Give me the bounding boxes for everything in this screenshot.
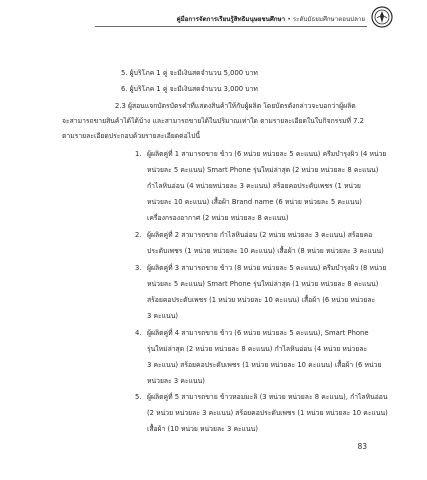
header-text (176, 14, 365, 24)
page-header (0, 0, 427, 28)
intro-item: 5. ผู้บริโภค 1 คู่ จะมีเงินสดจำนวน 5,000 บาท (121, 69, 258, 77)
list-item-line: รุ่นใหม่ล่าสุด (2 หน่วย หน่วยละ 8 คะแนน) กำไลหินอ่อน (4 หน่วย หน่วยละ (147, 345, 368, 353)
list-item-number: 5. (135, 393, 142, 401)
list-item-number: 1. (135, 150, 142, 158)
paragraph-line: จะสามารถขายสินค้าได้ได้บ้าง และสามารถขายได้ในปริมาณเท่าใด ตามรายละเอียดในใบกิจกรรมที่ 7.2 (62, 117, 364, 125)
intro-item: 6. ผู้บริโภค 1 คู่ จะมีเงินสดจำนวน 3,000 บาท (121, 85, 258, 93)
emblem-seal-icon (371, 6, 393, 28)
list-item-line: หน่วยละ 5 คะแนน) Smart Phone รุ่นใหม่ล่าสุด (1 หน่วย หน่วยละ 8 คะแนน) (147, 280, 379, 288)
header-subtitle: • ระดับมัธยมศึกษาตอนปลาย (287, 16, 365, 23)
list-item-line: ผู้ผลิตคู่ที่ 5 สามารถขาย ข้าวหอมมะลิ (3 หน่วย หน่วยละ 8 คะแนน), กำไลหินอ่อน (147, 393, 388, 401)
list-item-line: หน่วยละ 3 คะแนน) (147, 377, 205, 385)
list-item-number: 4. (135, 329, 142, 337)
paragraph-line: 2.3 ผู้สอนแจกบัตรบัตรคำที่แสดงสินค้าให้กับผู้ผลิต โดยบัตรดังกล่าวจะบอกว่าผู้ผลิต (115, 102, 356, 110)
list-item-number: 2. (135, 231, 142, 239)
list-item-line: ประดับเพชร (1 หน่วย หน่วยละ 10 คะแนน) เสื้อผ้า (8 หน่วย หน่วยละ 3 คะแนน) (147, 247, 384, 255)
list-item-line: ผู้ผลิตคู่ที่ 4 สามารถขาย ข้าว (6 หน่วย หน่วยละ 5 คะแนน), Smart Phone (147, 329, 369, 337)
list-item-line: สร้อยคอประดับเพชร (1 หน่วย หน่วยละ 10 คะแนน) เสื้อผ้า (6 หน่วย หน่วยละ (147, 296, 376, 304)
list-item-line: (2 หน่วย หน่วยละ 3 คะแนน) สร้อยคอประดับเพชร (1 หน่วย หน่วยละ 10 คะแนน) (147, 409, 388, 417)
list-item-line: เสื้อผ้า (10 หน่วย หน่วยละ 3 คะแนน) (147, 425, 258, 433)
list-item-line: ผู้ผลิตคู่ที่ 1 สามารถขาย ข้าว (6 หน่วย หน่วยละ 5 คะแนน) ครีมบำรุงผิว (4 หน่วย (147, 150, 387, 158)
header-title: คู่มือการจัดการเรียนรู้สิทธิมนุษยชนศึกษา (176, 16, 286, 23)
list-item-line: หน่วยละ 10 คะแนน) เสื้อผ้า Brand name (6 หน่วย หน่วยละ 5 คะแนน) (147, 198, 362, 206)
list-item-line: 3 คะแนน) สร้อยคอประดับเพชร (1 หน่วย หน่วยละ 10 คะแนน) เสื้อผ้า (6 หน่วย (147, 361, 382, 369)
list-item-line: 3 คะแนน) (147, 312, 179, 320)
list-item-line: ผู้ผลิตคู่ที่ 2 สามารถขาย กำไลหินอ่อน (2 หน่วย หน่วยละ 3 คะแนน) สร้อยคอ (147, 231, 373, 239)
list-item-line: หน่วยละ 5 คะแนน) Smart Phone รุ่นใหม่ล่าสุด (2 หน่วย หน่วยละ 8 คะแนน) (147, 166, 379, 174)
list-item-line: ผู้ผลิตคู่ที่ 3 สามารถขาย ข้าว (8 หน่วย หน่วยละ 5 คะแนน) ครีมบำรุงผิว (8 หน่วย (147, 264, 387, 272)
list-item-line: กำไลหินอ่อน (4 หน่วยหน่วยละ 3 คะแนน) สร้อยคอประดับเพชร (1 หน่วย (147, 182, 361, 190)
list-item-line: เครื่องกรองอากาศ (2 หน่วย หน่วยละ 8 คะแนน) (147, 214, 289, 222)
page-number: 83 (357, 442, 367, 451)
list-item-number: 3. (135, 264, 142, 272)
paragraph-line: ตามรายละเอียดประกอบด้วยรายละเอียดต่อไปนี้ (62, 132, 201, 140)
header-rule (95, 26, 367, 27)
